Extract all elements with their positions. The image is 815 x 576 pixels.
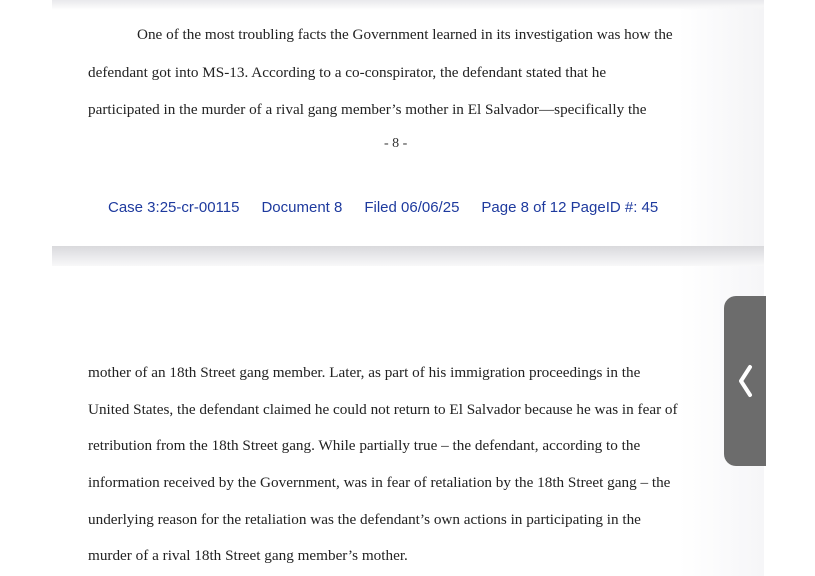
body-text-line: defendant got into MS-13. According to a co-conspirator, the defendant stated that he	[88, 64, 607, 81]
page-divider	[52, 246, 764, 266]
document-number: Document 8	[261, 199, 343, 216]
side-panel-tab[interactable]	[724, 296, 766, 466]
case-number: Case 3:25-cr-00115	[108, 199, 240, 216]
chevron-left-icon	[736, 364, 754, 398]
body-text-line: mother of an 18th Street gang member. Later, as part of his immigration proceedings in the	[88, 364, 641, 381]
body-text-line: retribution from the 18th Street gang. While partially true – the defendant, according to the	[88, 437, 641, 454]
page-top-shadow	[52, 0, 764, 10]
filed-date: Filed 06/06/25	[364, 199, 460, 216]
body-text-line: United States, the defendant claimed he could not return to El Salvador because he was in fear of	[88, 401, 678, 418]
body-text-line: One of the most troubling facts the Government learned in its investigation was how the	[137, 26, 673, 43]
body-text-line: underlying reason for the retaliation was the defendant’s own actions in participating in the	[88, 511, 641, 528]
document-page-lower	[52, 266, 764, 576]
body-text-line: murder of a rival 18th Street gang member’s mother.	[88, 547, 408, 564]
case-header	[108, 199, 658, 216]
page-info: Page 8 of 12 PageID #: 45	[481, 199, 659, 216]
body-text-line: information received by the Government, was in fear of retaliation by the 18th Street gang – the	[88, 474, 671, 491]
page-number: - 8 -	[384, 136, 408, 151]
body-text-line: participated in the murder of a rival gang member’s mother in El Salvador—specifically the	[88, 101, 647, 118]
